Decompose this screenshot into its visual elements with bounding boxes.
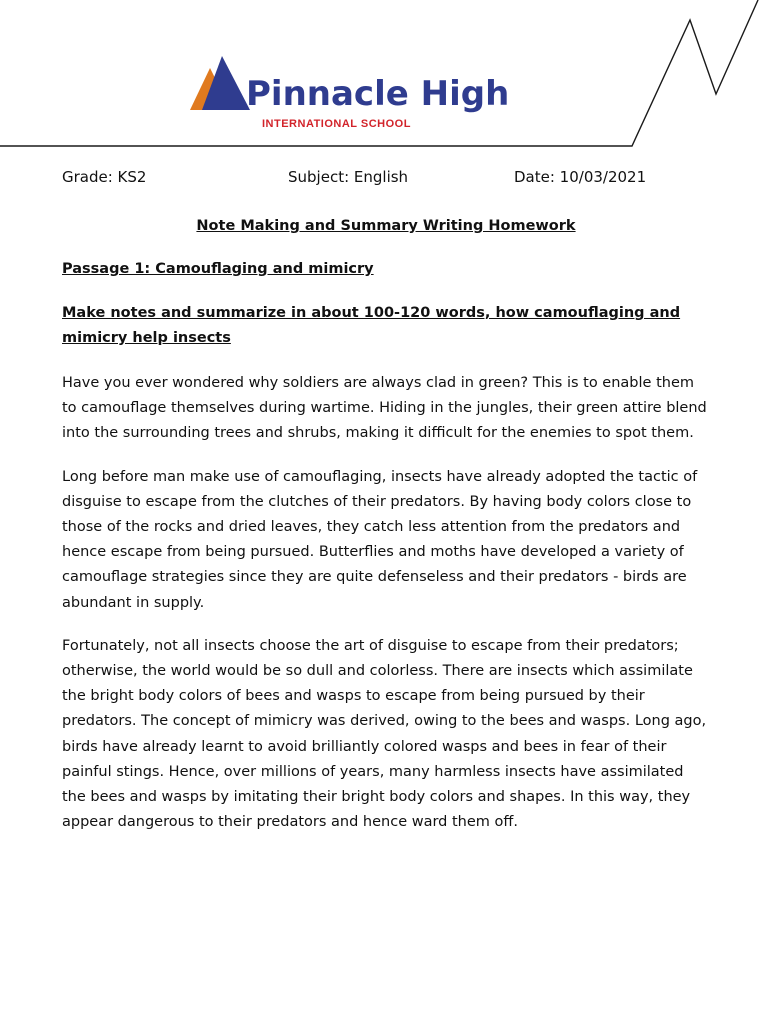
school-logo (188, 54, 518, 134)
passage-heading: Passage 1: Camouflaging and mimicry (62, 261, 374, 277)
document-body (62, 168, 710, 853)
date-label: Date: 10/03/2021 (514, 168, 647, 186)
grade-label: Grade: KS2 (62, 168, 147, 186)
task-instruction: Make notes and summarize in about 100-120 words, how camouflaging and mimicry help insects (62, 305, 681, 346)
subject-label: Subject: English (288, 168, 409, 186)
page-header (0, 0, 768, 160)
paragraph-2: Long before man make use of camouflaging, insects have already adopted the tactic of disguise to escape from the clutches of their predators. By having body colors close to those of the rocks and dried leaves, they catch less attention from the predators and hence escape from being pursued. Butterflies and moths have developed a variety of camouflage strategies since they are quite defenseless and their predators - birds are abundant in supply. (62, 468, 698, 611)
school-name: Pinnacle High (246, 74, 510, 114)
paragraph-3: Fortunately, not all insects choose the art of disguise to escape from their predators; otherwise, the world would be so dull and colorless. There are insects which assimilate the bright body colors of bees and wasps to escape from being pursued by their predators. The concept of mimicry was derived, owing to the bees and wasps. Long ago, birds have already learnt to avoid brilliantly colored wasps and bees in fear of their painful stings. Hence, over millions of years, many harmless insects have assimilated the bees and wasps by imitating their bright body colors and shapes. In this way, they appear dangerous to their predators and hence ward them off. (62, 637, 707, 831)
meta-row (62, 168, 710, 196)
school-subtitle: INTERNATIONAL SCHOOL (262, 118, 411, 130)
passage-text (62, 371, 710, 835)
paragraph-1: Have you ever wondered why soldiers are always clad in green? This is to enable them to camouflage themselves during wartime. Hiding in the jungles, their green attire blend into the surrounding trees and shrubs, making it difficult for the enemies to spot them. (62, 375, 707, 442)
mountain-logo-icon (188, 54, 250, 112)
document-title: Note Making and Summary Writing Homework (196, 218, 576, 234)
